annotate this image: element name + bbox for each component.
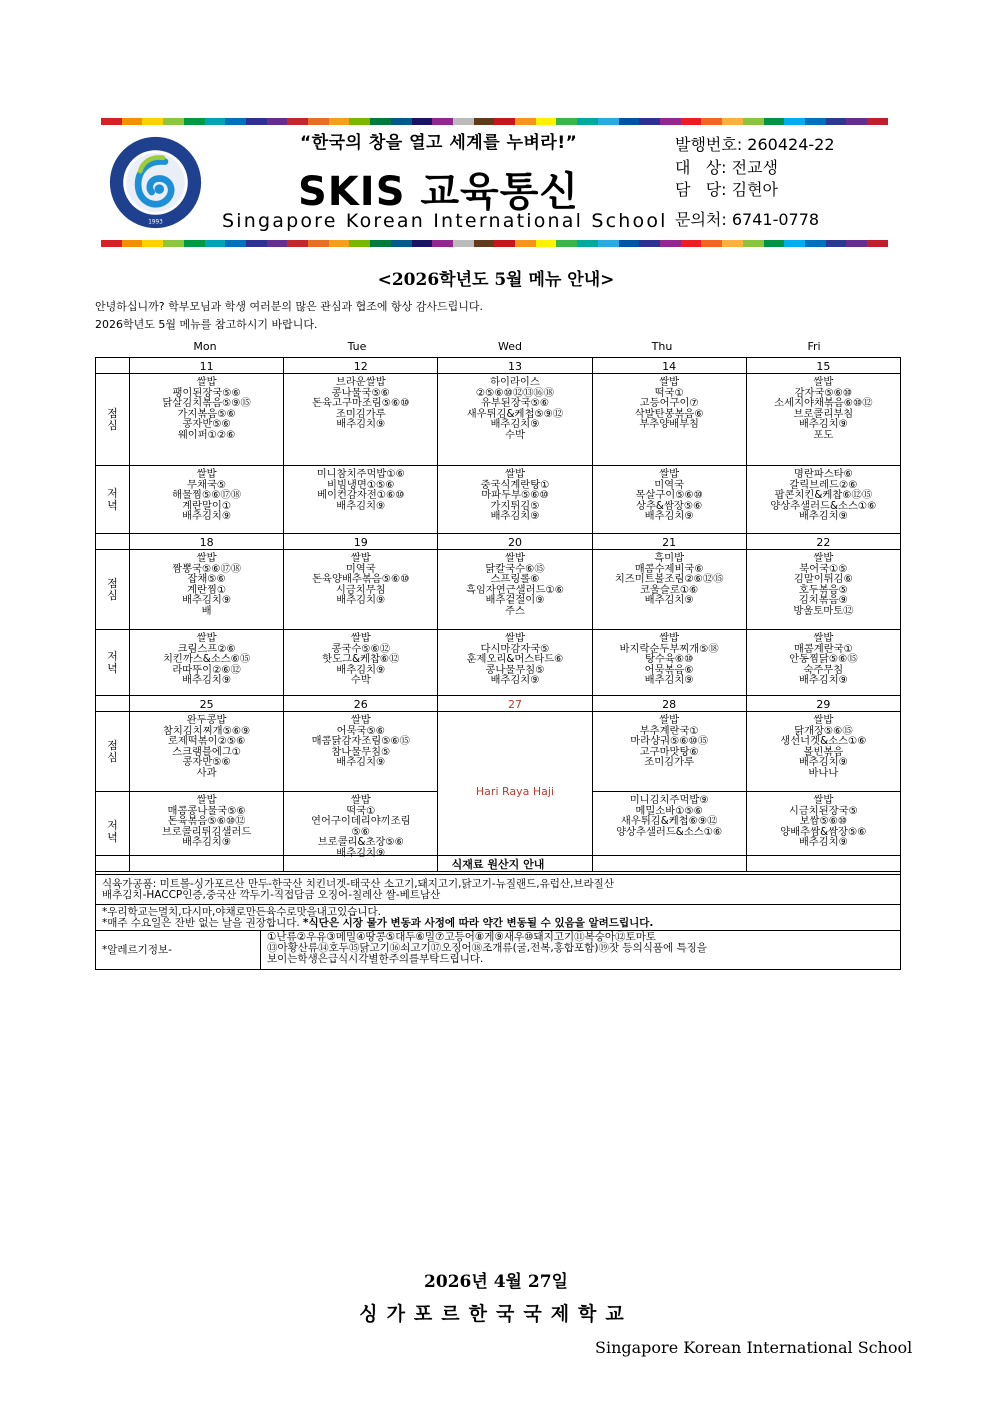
stripe-segment — [474, 118, 495, 125]
dinner-menu-cell: 쌀밥 무채국⑤ 해물찜⑤⑥⑰⑱ 계란말이① 배추김치⑨ — [130, 466, 284, 534]
stripe-segment — [370, 240, 391, 247]
date-cell: 12 — [284, 358, 438, 374]
school-logo-icon — [108, 135, 203, 230]
stripe-segment — [412, 118, 433, 125]
stripe-segment — [784, 118, 805, 125]
date-cell: 11 — [130, 358, 284, 374]
day-header-fri: Fri — [807, 340, 821, 353]
audience: 대 상: 전교생 — [675, 158, 779, 177]
dinner-menu-cell: 쌀밥 시금치된장국⑤ 보쌈⑤⑥⑩ 양배추쌈&쌈장⑤⑥ 배추김치⑨ — [746, 792, 900, 872]
stripe-segment — [826, 240, 847, 247]
stripe-segment — [308, 118, 329, 125]
stripe-segment — [536, 118, 557, 125]
date-row — [96, 358, 901, 374]
stripe-segment — [764, 240, 785, 247]
stripe-segment — [205, 118, 226, 125]
stripe-segment — [101, 240, 122, 247]
lunch-menu-cell: 쌀밥 팽이된장국⑤⑥ 닭살김치볶음⑤⑨⑮ 가지볶음⑤⑥ 콩자반⑤⑥ 웨이퍼①②⑥ — [130, 374, 284, 466]
staff-in-charge: 담 당: 김현아 — [675, 180, 779, 199]
stripe-segment — [846, 118, 867, 125]
lunch-menu-cell: 쌀밥 북어국①⑤ 김말이튀김⑥ 호두볶음⑤ 김치볶음⑨ 방울토마토⑫ — [746, 550, 900, 630]
stripe-segment — [515, 118, 536, 125]
date-cell: 21 — [592, 534, 746, 550]
wednesday-note — [102, 918, 894, 929]
stripe-segment — [722, 118, 743, 125]
school-name-english-footer: Singapore Korean International School — [595, 1338, 913, 1357]
stripe-segment — [349, 118, 370, 125]
menu-title: <2026학년도 5월 메뉴 안내> — [377, 270, 615, 290]
dinner-menu-cell: 쌀밥 미역국 목살구이⑤⑥⑩ 상추&쌈장⑤⑥ 배추김치⑨ — [592, 466, 746, 534]
stripe-segment — [142, 118, 163, 125]
day-header-tue: Tue — [347, 340, 367, 353]
lunch-label: 점 심 — [96, 550, 130, 630]
lunch-menu-cell: 쌀밥 짬뽕국⑤⑥⑰⑱ 잡채⑤⑥ 계란찜① 배추김치⑨ 배 — [130, 550, 284, 630]
dinner-menu-cell: 쌀밥 콩국수⑤⑥⑫ 핫도그&케찹⑥⑫ 배추김치⑨ 수박 — [284, 630, 438, 696]
origin-line-2: 배추김치-HACCP인증,중국산 깍두기-직접담금 오징어-칠레산 쌀-베트남산 — [102, 889, 441, 901]
stripe-segment — [722, 240, 743, 247]
dinner-label: 저 녁 — [96, 792, 130, 872]
stripe-segment — [246, 118, 267, 125]
stripe-segment — [681, 118, 702, 125]
stripe-segment — [391, 118, 412, 125]
allergy-line-3: 보이는학생은급식시각별한주의를부탁드립니다. — [267, 953, 484, 965]
stripe-segment — [805, 240, 826, 247]
lunch-row — [96, 712, 901, 792]
stripe-segment — [805, 118, 826, 125]
date-cell: 25 — [130, 696, 284, 712]
date-row — [96, 696, 901, 712]
stripe-segment — [577, 240, 598, 247]
stripe-segment — [142, 240, 163, 247]
stripe-segment — [122, 118, 143, 125]
broth-note: *우리학교는멸치,다시마,야채로만든육수로맛을내고있습니다. — [102, 906, 381, 918]
lunch-menu-cell: 흑미밥 매콤수제비국⑥ 치즈미트볼조림②⑥⑫⑮ 코울슬로①⑥ 배추김치⑨ — [592, 550, 746, 630]
stripe-segment — [639, 240, 660, 247]
origin-title: 식재료 원산지 안내 — [96, 856, 901, 875]
date-cell: 29 — [746, 696, 900, 712]
school-name-english: Singapore Korean International School — [222, 210, 668, 232]
dinner-menu-cell: 쌀밥 바지락순두부찌개⑤⑱ 탕수육⑥⑩ 어묵볶음⑥ 배추김치⑨ — [592, 630, 746, 696]
dinner-row — [96, 630, 901, 696]
stripe-segment — [556, 118, 577, 125]
lunch-label: 점 심 — [96, 712, 130, 792]
lunch-menu-cell: 하이라이스 ②⑤⑥⑩⑫⑬⑯⑱ 유부된장국⑤⑥ 새우튀김&케첩⑤⑨⑫ 배추김치⑨ 수박 — [438, 374, 592, 466]
stripe-segment — [764, 118, 785, 125]
issue-number: 발행번호: 260424-22 — [675, 135, 835, 154]
stripe-segment — [536, 240, 557, 247]
lunch-menu-cell: 쌀밥 어묵국⑤⑥ 매콤닭감자조림⑤⑥⑮ 참나물무침⑤ 배추김치⑨ — [284, 712, 438, 792]
stripe-segment — [598, 240, 619, 247]
stripe-segment — [598, 118, 619, 125]
stripe-segment — [349, 240, 370, 247]
stripe-segment — [743, 118, 764, 125]
logo-year: 1993 — [148, 219, 163, 226]
header-stripe-bottom — [101, 240, 888, 247]
stripe-segment — [453, 240, 474, 247]
stripe-segment — [267, 118, 288, 125]
date-row-spacer — [96, 358, 130, 374]
lunch-menu-cell: 쌀밥 닭개장⑤⑥⑮ 생선너겟&소스①⑥ 볼빈볶음 배추김치⑨ 바나나 — [746, 712, 900, 792]
date-row-spacer — [96, 696, 130, 712]
stripe-segment — [784, 240, 805, 247]
lunch-menu-cell: 쌀밥 감자국⑤⑥⑩ 소세지야채볶음⑥⑩⑫ 브로콜리부침 배추김치⑨ 포도 — [746, 374, 900, 466]
menu-change-note: *식단은 시장 물가 변동과 사정에 따라 약간 변동될 수 있음을 알려드립니다. — [303, 917, 654, 929]
stripe-segment — [287, 240, 308, 247]
stripe-segment — [619, 118, 640, 125]
dinner-row — [96, 466, 901, 534]
date-cell: 19 — [284, 534, 438, 550]
stripe-segment — [329, 240, 350, 247]
stripe-segment — [308, 240, 329, 247]
stripe-segment — [101, 118, 122, 125]
date-row — [96, 534, 901, 550]
stripe-segment — [412, 240, 433, 247]
lunch-row — [96, 374, 901, 466]
stripe-segment — [867, 240, 888, 247]
day-header-thu: Thu — [651, 340, 673, 353]
stripe-segment — [184, 240, 205, 247]
stripe-segment — [515, 240, 536, 247]
stripe-segment — [163, 118, 184, 125]
lunch-menu-cell: 쌀밥 미역국 돈육양배추볶음⑤⑥⑩ 시금치무침 배추김치⑨ — [284, 550, 438, 630]
stripe-segment — [556, 240, 577, 247]
stripe-segment — [577, 118, 598, 125]
date-cell: 28 — [592, 696, 746, 712]
dinner-menu-cell: 쌀밥 매콤콩나물국⑤⑥ 돈육볶음⑤⑥⑩⑫ 브로콜리튀김샐러드 배추김치⑨ — [130, 792, 284, 872]
day-header-mon: Mon — [193, 340, 217, 353]
stripe-segment — [246, 240, 267, 247]
origin-line-1: 식육가공품: 미트볼-싱가포르산 만두-한국산 치킨너겟-태국산 소고기,돼지고기,닭고기-뉴질랜드,유럽산,브라질산 — [102, 878, 614, 890]
allergy-label: *알레르기정보- — [96, 931, 261, 970]
stripe-segment — [370, 118, 391, 125]
intro-line-1: 안녕하십니까? 학부모님과 학생 여러분의 많은 관심과 협조에 항상 감사드립니다. — [95, 300, 483, 313]
menu-table — [95, 357, 901, 872]
stripe-segment — [329, 118, 350, 125]
day-header-wed: Wed — [498, 340, 522, 353]
stripe-segment — [267, 240, 288, 247]
dinner-menu-cell: 쌀밥 떡국① 연어구이데리야끼조림 ⑤⑥ 브로콜리&초장⑤⑥ 배추김치⑨ — [284, 792, 438, 872]
holiday-cell: Hari Raya Haji — [438, 712, 592, 872]
dinner-menu-cell: 명란파스타⑥ 갈릭브레드②⑥ 팝콘치킨&케찹⑥⑫⑮ 양상추샐러드&소스①⑥ 배추김치⑨ — [746, 466, 900, 534]
stripe-segment — [453, 118, 474, 125]
stripe-segment — [225, 240, 246, 247]
no-leftover-note: *매주 수요일은 잔반 없는 날을 권장합니다. — [102, 917, 304, 929]
slogan: “한국의 창을 열고 세계를 누벼라!” — [300, 133, 578, 153]
stripe-segment — [225, 118, 246, 125]
date-cell: 22 — [746, 534, 900, 550]
dinner-menu-cell: 쌀밥 매콤계란국① 안동찜닭⑤⑥⑮ 숙주무침 배추김치⑨ — [746, 630, 900, 696]
dinner-label: 저 녁 — [96, 630, 130, 696]
stripe-segment — [846, 240, 867, 247]
stripe-segment — [639, 118, 660, 125]
header-stripe-top — [101, 118, 888, 125]
date-row-spacer — [96, 534, 130, 550]
stripe-segment — [494, 118, 515, 125]
origin-info-table — [95, 855, 901, 970]
allergy-line-1: ①난류②우유③메밀④땅콩⑤대두⑥밀⑦고등어⑧게⑨새우⑩돼지고기⑪복숭아⑫토마토 — [267, 931, 656, 943]
issue-date: 2026년 4월 27일 — [424, 1272, 568, 1292]
newsletter-title: SKIS 교육통신 — [298, 169, 579, 215]
date-cell: 15 — [746, 358, 900, 374]
lunch-menu-cell: 브라운쌀밥 콩나물국⑤⑥ 돈육고구마조림⑤⑥⑩ 조미김가루 배추김치⑨ — [284, 374, 438, 466]
stripe-segment — [701, 118, 722, 125]
date-cell: 13 — [438, 358, 592, 374]
lunch-menu-cell: 쌀밥 닭칼국수⑥⑮ 스프링롤⑥ 흑임자연근샐러드①⑥ 배추겉절이⑨ 주스 — [438, 550, 592, 630]
stripe-segment — [660, 118, 681, 125]
school-name-korean: 싱가포르한국국제학교 — [359, 1303, 633, 1325]
lunch-menu-cell: 완두콩밥 참치김치찌개⑤⑥⑨ 로제떡볶이②⑤⑥ 스크램블에그① 콩자반⑤⑥ 사과 — [130, 712, 284, 792]
stripe-segment — [701, 240, 722, 247]
date-cell: 14 — [592, 358, 746, 374]
stripe-segment — [184, 118, 205, 125]
stripe-segment — [205, 240, 226, 247]
stripe-segment — [826, 118, 847, 125]
dinner-menu-cell: 미니참치주먹밥①⑥ 비빔냉면①⑤⑥ 베이컨감자전①⑥⑩ 배추김치⑨ — [284, 466, 438, 534]
dinner-menu-cell: 쌀밥 크림스프②⑥ 치킨까스&소스⑥⑮ 라따뚜이②⑥⑫ 배추김치⑨ — [130, 630, 284, 696]
stripe-segment — [122, 240, 143, 247]
date-cell: 18 — [130, 534, 284, 550]
dinner-label: 저 녁 — [96, 466, 130, 534]
contact-number: 문의처: 6741-0778 — [675, 210, 820, 229]
allergy-line-2: ⑬아황산류⑭호두⑮닭고기⑯쇠고기⑰오징어⑱조개류(굴,전복,홍합포함)⑲잣 등의식품에 특징을 — [267, 942, 707, 954]
dinner-menu-cell: 미니김치주먹밥⑨ 메밀소바①⑤⑥ 새우튀김&케첩⑥⑨⑫ 양상추샐러드&소스①⑥ — [592, 792, 746, 872]
stripe-segment — [619, 240, 640, 247]
intro-line-2: 2026학년도 5월 메뉴를 참고하시기 바랍니다. — [95, 318, 318, 331]
stripe-segment — [743, 240, 764, 247]
date-cell: 26 — [284, 696, 438, 712]
lunch-menu-cell: 쌀밥 떡국① 고등어구이⑦ 삭발탄봉볶음⑥ 부추양배부침 — [592, 374, 746, 466]
stripe-segment — [681, 240, 702, 247]
date-cell: 27 — [438, 696, 592, 712]
stripe-segment — [432, 240, 453, 247]
lunch-label: 점 심 — [96, 374, 130, 466]
stripe-segment — [867, 118, 888, 125]
stripe-segment — [474, 240, 495, 247]
dinner-menu-cell: 쌀밥 중국식계란탕① 마파두부⑤⑥⑩ 가지튀김⑤ 배추김치⑨ — [438, 466, 592, 534]
stripe-segment — [432, 118, 453, 125]
stripe-segment — [494, 240, 515, 247]
date-cell: 20 — [438, 534, 592, 550]
lunch-row — [96, 550, 901, 630]
stripe-segment — [660, 240, 681, 247]
lunch-menu-cell: 쌀밥 부추계란국① 마라샹궈⑤⑥⑩⑮ 고구마맛탕⑥ 조미김가루 — [592, 712, 746, 792]
stripe-segment — [163, 240, 184, 247]
stripe-segment — [287, 118, 308, 125]
dinner-menu-cell: 쌀밥 다시마감자국⑤ 훈제오리&머스타드⑥ 콩나물무침⑤ 배추김치⑨ — [438, 630, 592, 696]
stripe-segment — [391, 240, 412, 247]
